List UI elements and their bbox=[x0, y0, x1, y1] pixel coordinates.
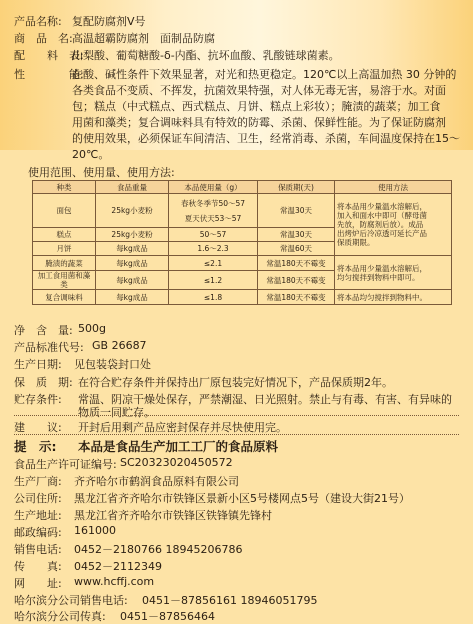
row-kind: 月饼 bbox=[33, 242, 96, 256]
harbin-fax-label: 哈尔滨分公司传真: bbox=[14, 610, 106, 623]
divider bbox=[14, 415, 459, 416]
row-kind: 复合调味料 bbox=[33, 290, 96, 305]
row-kind: 加工食用菌和藻类 bbox=[33, 271, 96, 290]
license-label: 食品生产许可证编号: bbox=[14, 458, 117, 471]
sales-phone-label: 销售电话: bbox=[14, 543, 62, 556]
row-weight: 25kg小麦粉 bbox=[96, 194, 169, 228]
ingredients-label: 配 料 表: bbox=[14, 49, 84, 62]
harbin-phone-label: 哈尔滨分公司销售电话: bbox=[14, 594, 128, 607]
zip-value: 161000 bbox=[74, 524, 116, 537]
net-content-value: 500g bbox=[78, 322, 106, 335]
col-method-header: 使用方法 bbox=[335, 181, 452, 194]
table-row bbox=[33, 194, 452, 228]
website-label: 网 址: bbox=[14, 577, 62, 590]
factory-address-value: 黑龙江省齐齐哈尔市铁锋区铁锋镇先锋村 bbox=[74, 509, 272, 522]
divider bbox=[14, 434, 459, 435]
property-line: 包；糕点（中式糕点、西式糕点、月饼、糕点上彩妆）；腌渍的蔬菜；加工食 bbox=[72, 100, 441, 113]
row-weight: 25kg小麦粉 bbox=[96, 228, 169, 242]
row-shelf: 常温180天不霉变 bbox=[258, 290, 335, 305]
product-name-label: 产品名称: bbox=[14, 15, 62, 28]
amount-line: 夏天伏天53～57 bbox=[184, 213, 242, 223]
method-line: 将本品用少量温水溶解后， bbox=[337, 202, 427, 211]
shelf-life-label: 保 质 期: bbox=[14, 376, 73, 389]
ingredients-value: 山梨酸、葡萄糖酸-δ-内酯、抗坏血酸、乳酸链球菌素。 bbox=[72, 49, 340, 62]
row-shelf: 常温30天 bbox=[258, 194, 335, 228]
property-line: 在酸、碱性条件下效果显著，对光和热更稳定。120℃以上高温加热 30 分钟的 bbox=[72, 68, 457, 81]
row-amount bbox=[169, 194, 258, 228]
col-shelf-header: 保质期(天) bbox=[258, 181, 335, 194]
storage-line: 常温、阴凉干燥处保存，严禁潮湿、日光照射。禁止与有毒、有害、有异味的 bbox=[78, 393, 452, 406]
standard-label: 产品标准代号: bbox=[14, 341, 84, 354]
manufacturer-label: 生产厂商: bbox=[14, 475, 62, 488]
license-value: SC20323020450572 bbox=[120, 456, 233, 469]
method-c: 将本品均匀搅拌到物料中。 bbox=[335, 290, 452, 305]
storage-label: 贮存条件: bbox=[14, 393, 62, 406]
row-weight: 每kg成品 bbox=[96, 256, 169, 271]
harbin-fax-value: 0451－87856464 bbox=[120, 610, 215, 623]
row-shelf: 常温60天 bbox=[258, 242, 335, 256]
row-kind: 面包 bbox=[33, 194, 96, 228]
production-date-label: 生产日期: bbox=[14, 358, 62, 371]
address-label: 公司住所: bbox=[14, 492, 62, 505]
row-kind: 糕点 bbox=[33, 228, 96, 242]
trade-name-value: 高温超霸防腐剂 面制品防腐 bbox=[72, 32, 215, 45]
usage-table-header bbox=[33, 181, 452, 194]
address-value: 黑龙江省齐齐哈尔市铁锋区景新小区5号楼网点5号（建设大街21号） bbox=[74, 492, 410, 505]
method-line: 加入和面水中即可（酵母菌 bbox=[337, 211, 427, 220]
shelf-life-value: 在符合贮存条件并保持出厂原包装完好情况下，产品保质期2年。 bbox=[78, 376, 393, 389]
row-kind: 腌渍的蔬菜 bbox=[33, 256, 96, 271]
production-date-value: 见包装袋封口处 bbox=[74, 358, 151, 371]
trade-name-label: 商 品 名: bbox=[14, 32, 73, 45]
usage-table bbox=[32, 180, 452, 305]
zip-label: 邮政编码: bbox=[14, 526, 62, 539]
standard-value: GB 26687 bbox=[92, 339, 147, 352]
tips-value: 本品是食品生产加工工厂的食品原料 bbox=[78, 439, 279, 454]
row-weight: 每kg成品 bbox=[96, 271, 169, 290]
method-line: 出烤炉后冷凉透可延长产品 bbox=[337, 229, 427, 238]
col-kind-header: 种类 bbox=[33, 181, 96, 194]
row-shelf: 常温180天不霉变 bbox=[258, 271, 335, 290]
method-b bbox=[335, 256, 452, 290]
method-line: 先放，防腐剂后放）。成品 bbox=[337, 220, 424, 229]
method-a bbox=[335, 194, 452, 256]
row-weight: 每kg成品 bbox=[96, 290, 169, 305]
usage-heading: 使用范围、使用量、使用方法: bbox=[28, 166, 175, 179]
col-amount-header: 本品使用量（g） bbox=[169, 181, 258, 194]
method-line: 将本品用少量温水溶解后， bbox=[337, 263, 427, 273]
row-amount: ≤2.1 bbox=[169, 256, 258, 271]
row-weight: 每kg成品 bbox=[96, 242, 169, 256]
factory-address-label: 生产地址: bbox=[14, 509, 62, 522]
advice-value: 开封后用剩产品应密封保存并尽快使用完。 bbox=[78, 421, 287, 434]
row-shelf: 常温180天不霉变 bbox=[258, 256, 335, 271]
harbin-phone-value: 0451－87856161 18946051795 bbox=[142, 594, 318, 607]
property-line: 各类食品不变质、不挥发，抗菌效果特强，对人体无毒无害，易溶于水。对面 bbox=[72, 84, 446, 97]
product-name-value: 复配防腐剂V号 bbox=[72, 15, 146, 28]
row-amount: 1.6～2.3 bbox=[169, 242, 258, 256]
fax-label: 传 真: bbox=[14, 560, 62, 573]
row-shelf: 常温30天 bbox=[258, 228, 335, 242]
property-line: 用菌和藻类；复合调味料具有特效的防霉、杀菌、保鲜性能。为了保证防腐剂 bbox=[72, 116, 446, 129]
row-amount: 50～57 bbox=[169, 228, 258, 242]
fax-value: 0452－2112349 bbox=[74, 560, 162, 573]
tips-label: 提 示: bbox=[14, 439, 57, 454]
method-line: 均匀搅拌到物料中即可。 bbox=[337, 272, 420, 282]
col-weight-header: 食品重量 bbox=[96, 181, 169, 194]
storage-line: 物质一同贮存。 bbox=[78, 406, 155, 419]
row-amount: ≤1.2 bbox=[169, 271, 258, 290]
website-value: www.hcffj.com bbox=[74, 575, 155, 588]
method-line: 保质期限。 bbox=[337, 238, 375, 247]
table-row bbox=[33, 290, 452, 305]
amount-line: 春秋冬季节50～57 bbox=[180, 198, 246, 208]
advice-label: 建 议: bbox=[14, 421, 62, 434]
sales-phone-value: 0452－2180766 18945206786 bbox=[74, 543, 243, 556]
row-amount: ≤1.8 bbox=[169, 290, 258, 305]
property-label: 性 能: bbox=[14, 68, 84, 81]
table-row bbox=[33, 256, 452, 271]
property-line: 20℃。 bbox=[72, 148, 110, 161]
manufacturer-value: 齐齐哈尔市鹤润食品原料有限公司 bbox=[74, 475, 239, 488]
net-content-label: 净 含 量: bbox=[14, 324, 73, 337]
property-line: 的使用效果，必须保证车间清洁、卫生，经常消毒、杀菌，车间温度保持在15～ bbox=[72, 132, 460, 145]
